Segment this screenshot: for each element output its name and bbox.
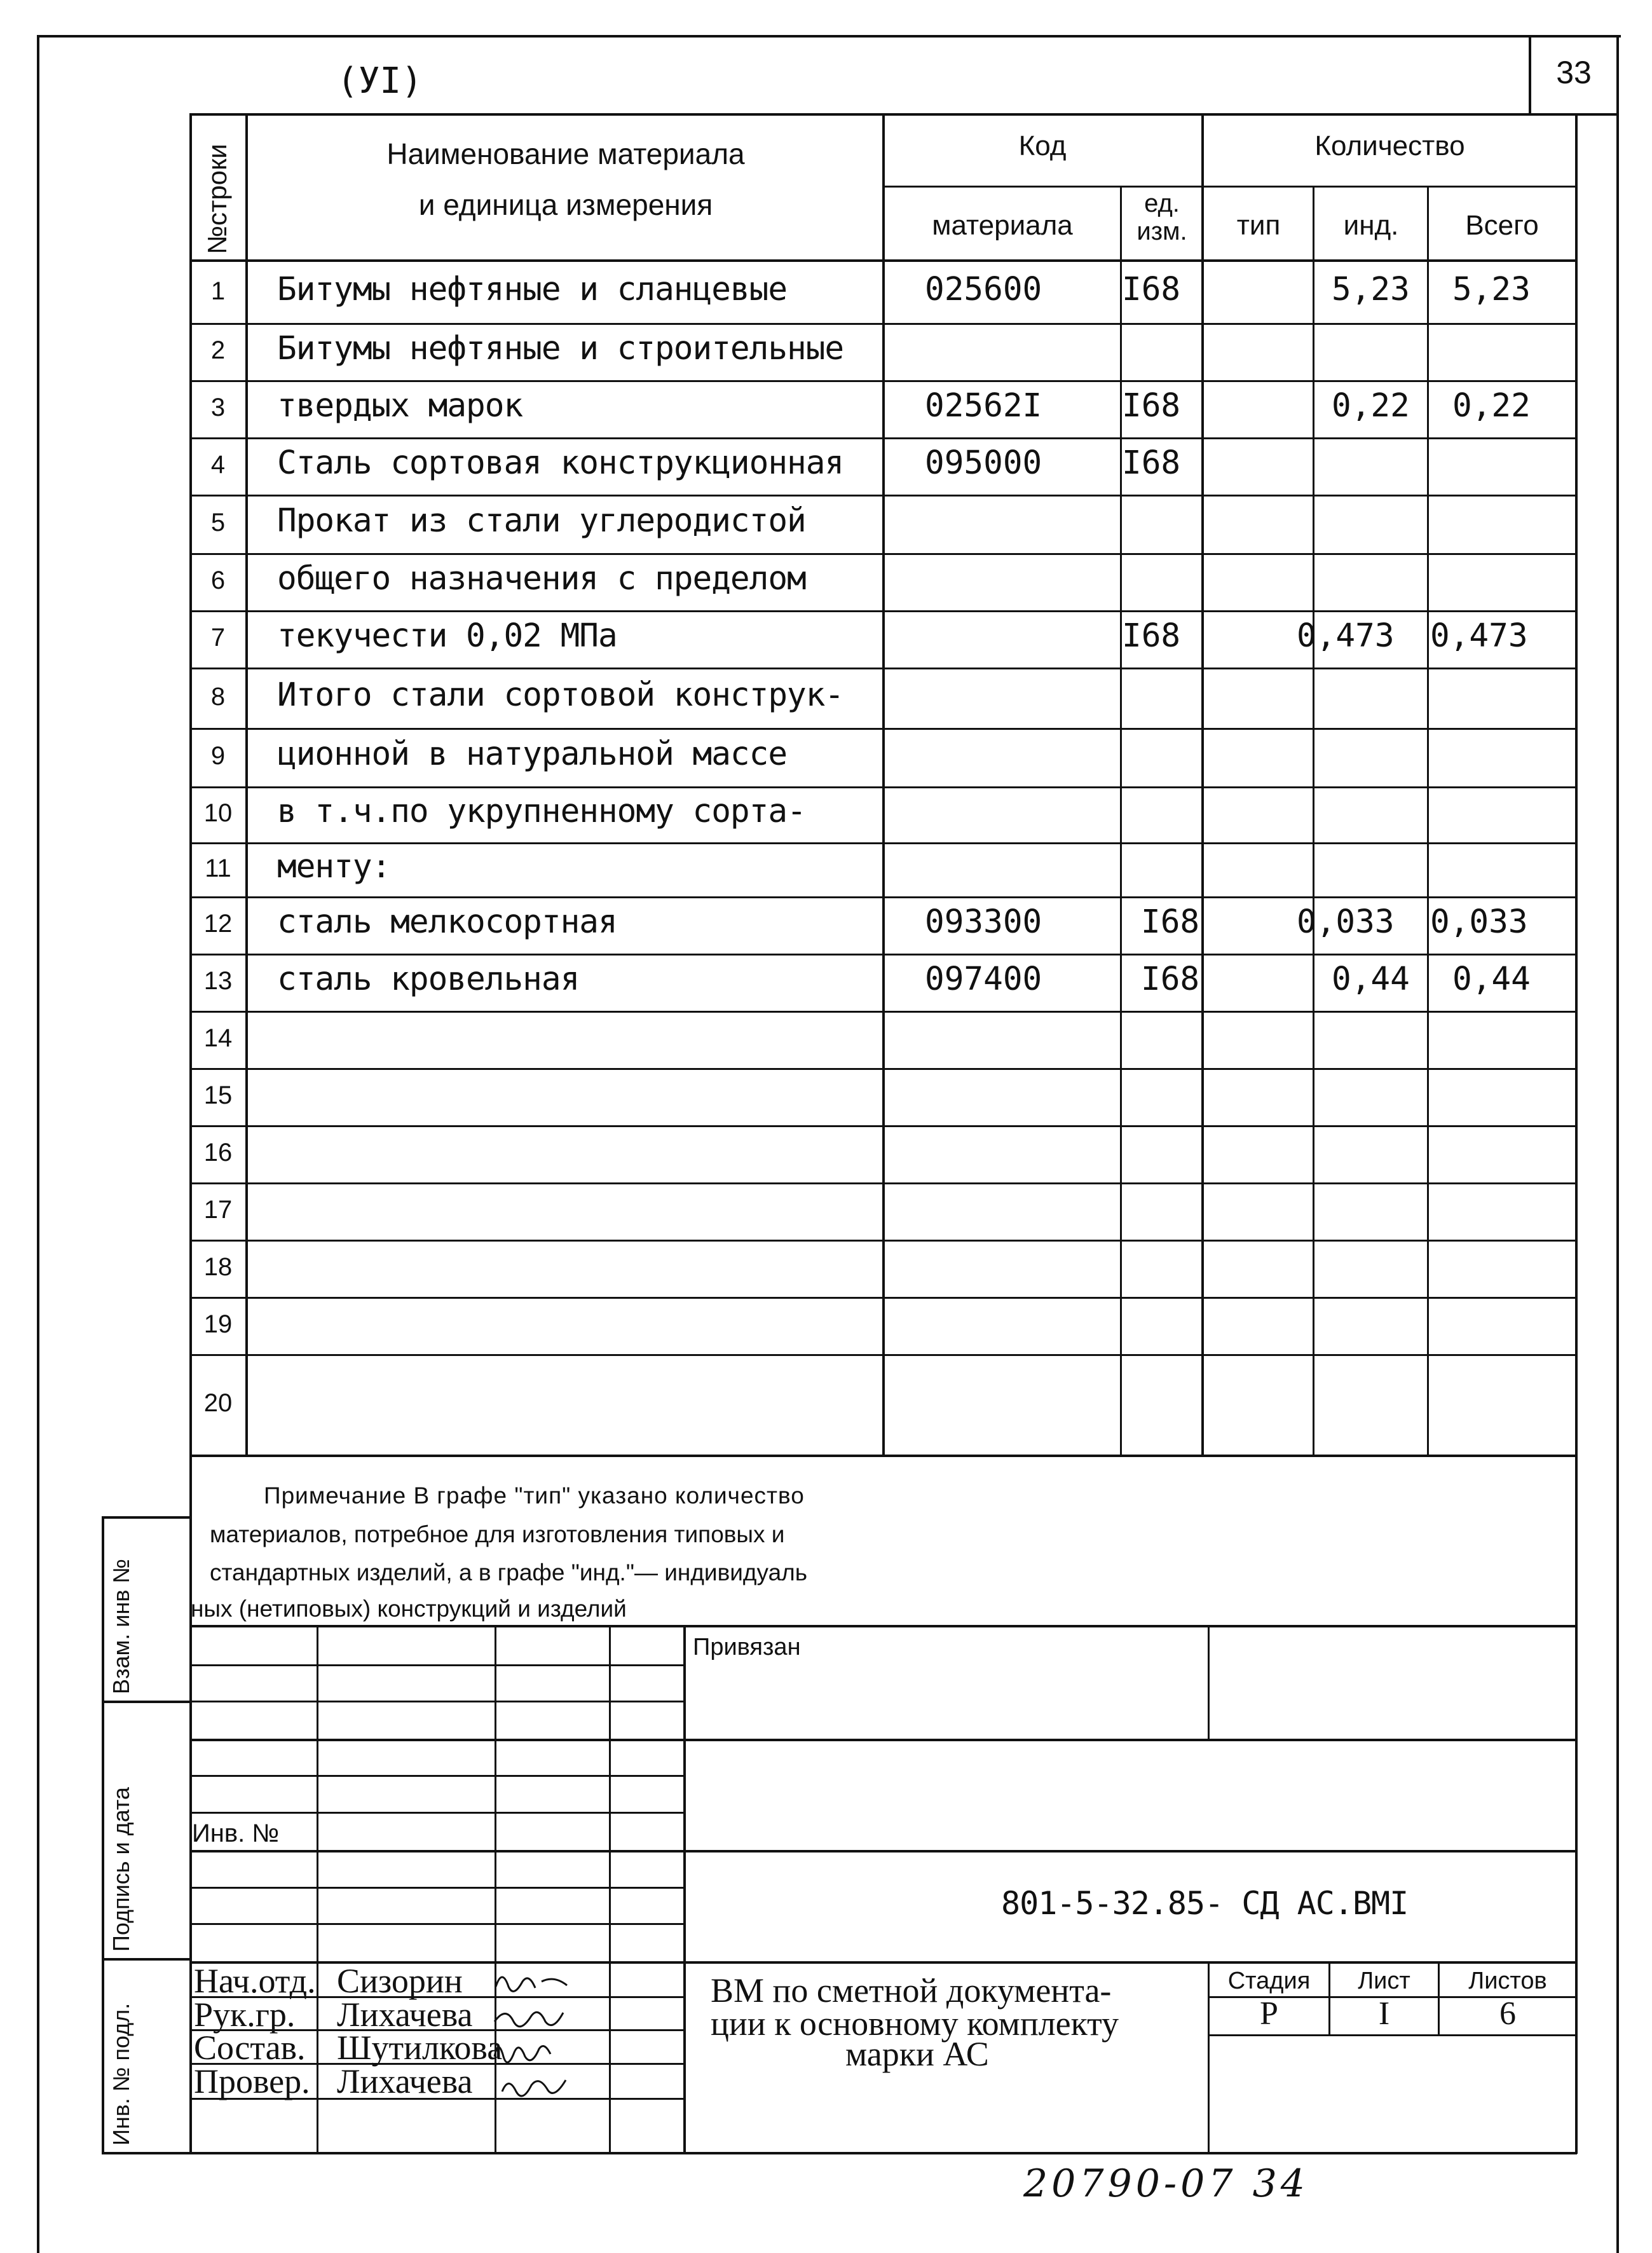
unit-code: I68 (1141, 961, 1200, 998)
row-number: 12 (203, 910, 233, 938)
unit-code: I68 (1141, 903, 1200, 941)
material-name: сталь мелкосортная (277, 903, 617, 941)
row-number: 16 (203, 1139, 233, 1167)
signer-role-3: Состав. (194, 2029, 306, 2067)
code-material-header: материала (932, 210, 1073, 241)
quantity-ind: 0,033 (1297, 903, 1395, 941)
quantity-total: 0,22 (1452, 387, 1531, 425)
quantity-type-header: тип (1236, 210, 1281, 241)
row-number: 11 (205, 854, 231, 882)
row-number: 2 (210, 336, 226, 364)
signature-2 (495, 2012, 563, 2026)
material-code: 02562I (925, 387, 1042, 425)
material-name: Прокат из стали углеродистой (277, 502, 806, 540)
material-name: Итого стали сортовой конструк- (277, 676, 844, 714)
row-number: 17 (203, 1196, 233, 1224)
row-number: 10 (203, 799, 233, 827)
inv-no-label: Инв. № (192, 1819, 280, 1847)
footer-number: 20790-07 34 (1023, 2161, 1309, 2206)
document-code: 801-5-32.85- СД АС.ВМI (1001, 1885, 1409, 1922)
name-header-line1: Наименование материала (386, 137, 745, 170)
quantity-ind: 5,23 (1332, 271, 1410, 308)
signer-role-1: Нач.отд. (194, 1962, 316, 2000)
side-label-inv-podl: Инв. № подл. (108, 2003, 134, 2146)
name-header-line2: и единица измерения (418, 188, 713, 221)
note-line-3: стандартных изделий, а в графе "инд."— индивидуаль (210, 1559, 808, 1585)
row-number: 19 (203, 1310, 233, 1338)
sheets-label: Листов (1468, 1968, 1547, 1994)
row-number-header: №строки (202, 144, 232, 254)
title-line-1: ВМ по сметной документа- (711, 1971, 1112, 2010)
signer-name-3: Шутилкова (337, 2029, 503, 2067)
row-number: 18 (203, 1253, 233, 1281)
sheet-label: Лист (1358, 1968, 1410, 1994)
row-number: 1 (210, 277, 226, 305)
material-name: сталь кровельная (277, 961, 580, 998)
signature-marks (489, 1961, 629, 2114)
quantity-ind: 0,22 (1332, 387, 1410, 425)
code-unit-header: ед. изм. (1137, 189, 1187, 245)
row-number: 4 (210, 451, 226, 479)
material-code: 095000 (925, 444, 1042, 482)
signature-4 (502, 2080, 566, 2096)
row-number: 15 (203, 1081, 233, 1109)
sheets-value: 6 (1499, 1996, 1516, 2032)
row-number: 5 (210, 509, 226, 537)
row-number: 6 (210, 566, 226, 594)
material-code: 025600 (925, 271, 1042, 308)
side-label-vzam: Взам. инв № (108, 1558, 134, 1694)
note-line-4: ных (нетиповых) конструкций и изделий (191, 1596, 627, 1622)
title-line-2: ции к основному комплекту (711, 2004, 1119, 2043)
stage-label: Стадия (1227, 1968, 1311, 1994)
quantity-ind: 0,473 (1297, 617, 1395, 655)
material-name: Битумы нефтяные и строительные (277, 330, 844, 367)
side-label-podpis: Подпись и дата (108, 1787, 134, 1952)
material-name: менту: (277, 847, 391, 886)
quantity-total: 0,473 (1430, 617, 1528, 655)
row-number: 13 (203, 967, 233, 995)
quantity-total: 0,033 (1430, 903, 1528, 941)
quantity-total: 5,23 (1452, 271, 1531, 308)
quantity-ind: 0,44 (1332, 961, 1410, 998)
material-name: твердых марок (277, 387, 523, 425)
unit-code: I68 (1122, 617, 1181, 655)
row-number: 14 (203, 1024, 233, 1052)
material-name: текучести 0,02 МПа (277, 617, 617, 655)
material-name: Сталь сортовая конструкционная (277, 444, 844, 482)
note-line-1: Примечание В графе "тип" указано количество (264, 1483, 805, 1509)
quantity-total: 0,44 (1452, 961, 1531, 998)
signer-name-4: Лихачева (337, 2062, 473, 2100)
row-number: 20 (203, 1389, 233, 1417)
material-name: ционной в натуральной массе (277, 736, 788, 773)
row-number: 3 (210, 394, 226, 421)
quantity-ind-header: инд. (1343, 210, 1399, 241)
sheet-value: I (1378, 1996, 1390, 2032)
material-code: 093300 (925, 903, 1042, 941)
material-name: общего назначения с пределом (277, 560, 806, 598)
material-code: 097400 (925, 961, 1042, 998)
signer-name-1: Сизорин (337, 1962, 463, 2000)
row-number: 7 (210, 624, 226, 652)
signature-3 (495, 2046, 550, 2063)
unit-code: I68 (1122, 387, 1181, 425)
section-mark: (УI) (337, 60, 423, 102)
privyazan-label: Привязан (693, 1634, 801, 1661)
row-number: 9 (210, 742, 226, 770)
quantity-header: Количество (1314, 130, 1465, 161)
material-name: Битумы нефтяные и сланцевые (277, 271, 788, 308)
unit-code: I68 (1122, 271, 1181, 308)
unit-code: I68 (1122, 444, 1181, 482)
signature-1 (496, 1977, 567, 1991)
signer-name-2: Лихачева (337, 1996, 473, 2034)
row-number: 8 (210, 682, 226, 711)
stage-value: Р (1260, 1996, 1278, 2032)
note-line-2: материалов, потребное для изготовления типовых и (210, 1521, 785, 1547)
signer-role-4: Провер. (194, 2062, 310, 2100)
page-number: 33 (1556, 55, 1592, 90)
quantity-total-header: Всего (1465, 210, 1539, 241)
signer-role-2: Рук.гр. (194, 1996, 296, 2034)
title-line-3: марки АС (845, 2035, 989, 2073)
material-name: в т.ч.по укрупненному сорта- (277, 793, 806, 830)
code-header: Код (1018, 130, 1067, 161)
